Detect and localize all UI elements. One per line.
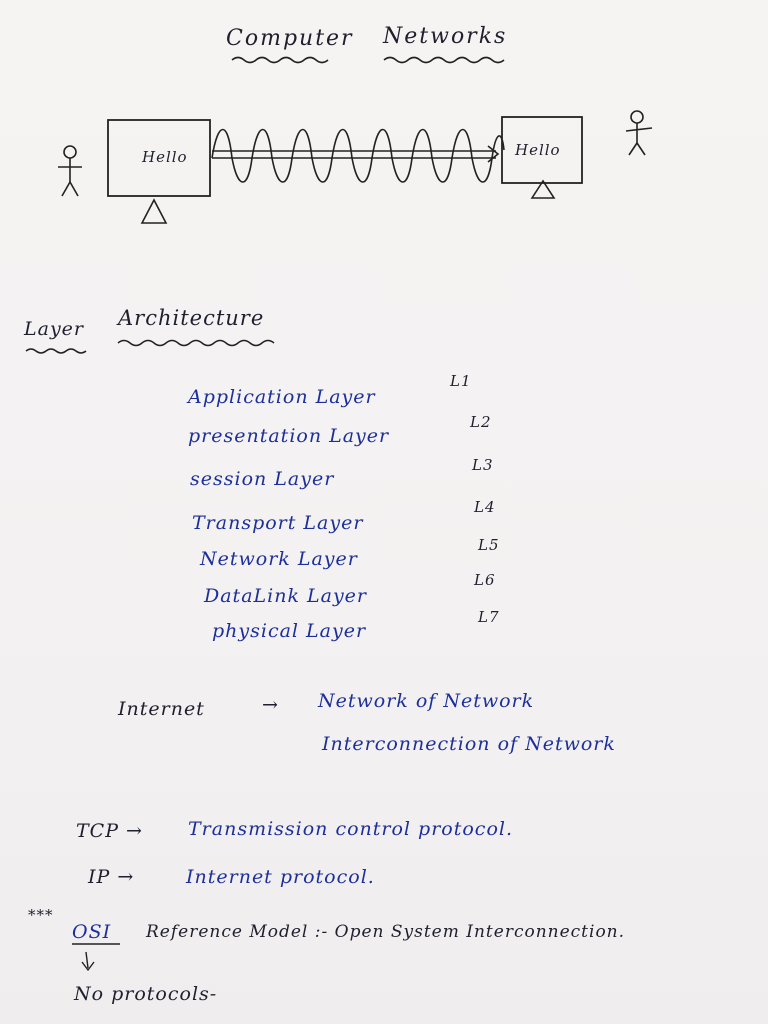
osi-note: No protocols- — [74, 983, 218, 1005]
architecture-heading: Architecture — [118, 306, 265, 330]
layer-3-code: L3 — [472, 456, 494, 474]
title-underline-right — [384, 58, 504, 63]
layer-2-name: presentation Layer — [188, 425, 390, 447]
layer-4-name: Transport Layer — [192, 512, 364, 534]
layer-7-code: L7 — [478, 608, 500, 626]
osi-definition: Reference Model :- Open System Interconnection. — [146, 922, 626, 942]
layer-5-code: L5 — [478, 536, 500, 554]
layer-1-code: L1 — [450, 372, 472, 390]
tcp-definition: Transmission control protocol. — [188, 818, 514, 840]
layer-7-name: physical Layer — [212, 620, 367, 642]
layer-4-code: L4 — [474, 498, 496, 516]
osi-stars: *** — [28, 906, 54, 924]
internet-arrow: → — [262, 694, 279, 716]
right-person-icon — [626, 111, 652, 155]
layer-6-code: L6 — [474, 571, 496, 589]
layer-underline — [26, 349, 86, 353]
layer-3-name: session Layer — [190, 468, 335, 490]
title-underline-left — [232, 58, 328, 63]
ip-definition: Internet protocol. — [186, 866, 375, 888]
right-box-label: Hello — [515, 141, 561, 159]
tcp-term: TCP → — [76, 820, 143, 842]
title-networks: Networks — [383, 24, 508, 49]
left-person-icon — [58, 146, 82, 196]
left-computer-stand — [142, 200, 166, 223]
layer-2-code: L2 — [470, 413, 492, 431]
layer-heading: Layer — [24, 318, 85, 340]
signal-arrow — [212, 130, 504, 183]
ip-term: IP → — [88, 866, 135, 888]
internet-definition-2: Interconnection of Network — [322, 733, 616, 755]
layer-6-name: DataLink Layer — [204, 585, 368, 607]
layer-1-name: Application Layer — [188, 386, 376, 408]
left-box-label: Hello — [142, 148, 188, 166]
architecture-underline — [118, 341, 274, 346]
internet-definition-1: Network of Network — [318, 690, 535, 712]
layer-5-name: Network Layer — [200, 548, 358, 570]
title-computer: Computer — [226, 26, 354, 51]
internet-term: Internet — [118, 698, 205, 720]
osi-term: OSI — [72, 921, 112, 943]
